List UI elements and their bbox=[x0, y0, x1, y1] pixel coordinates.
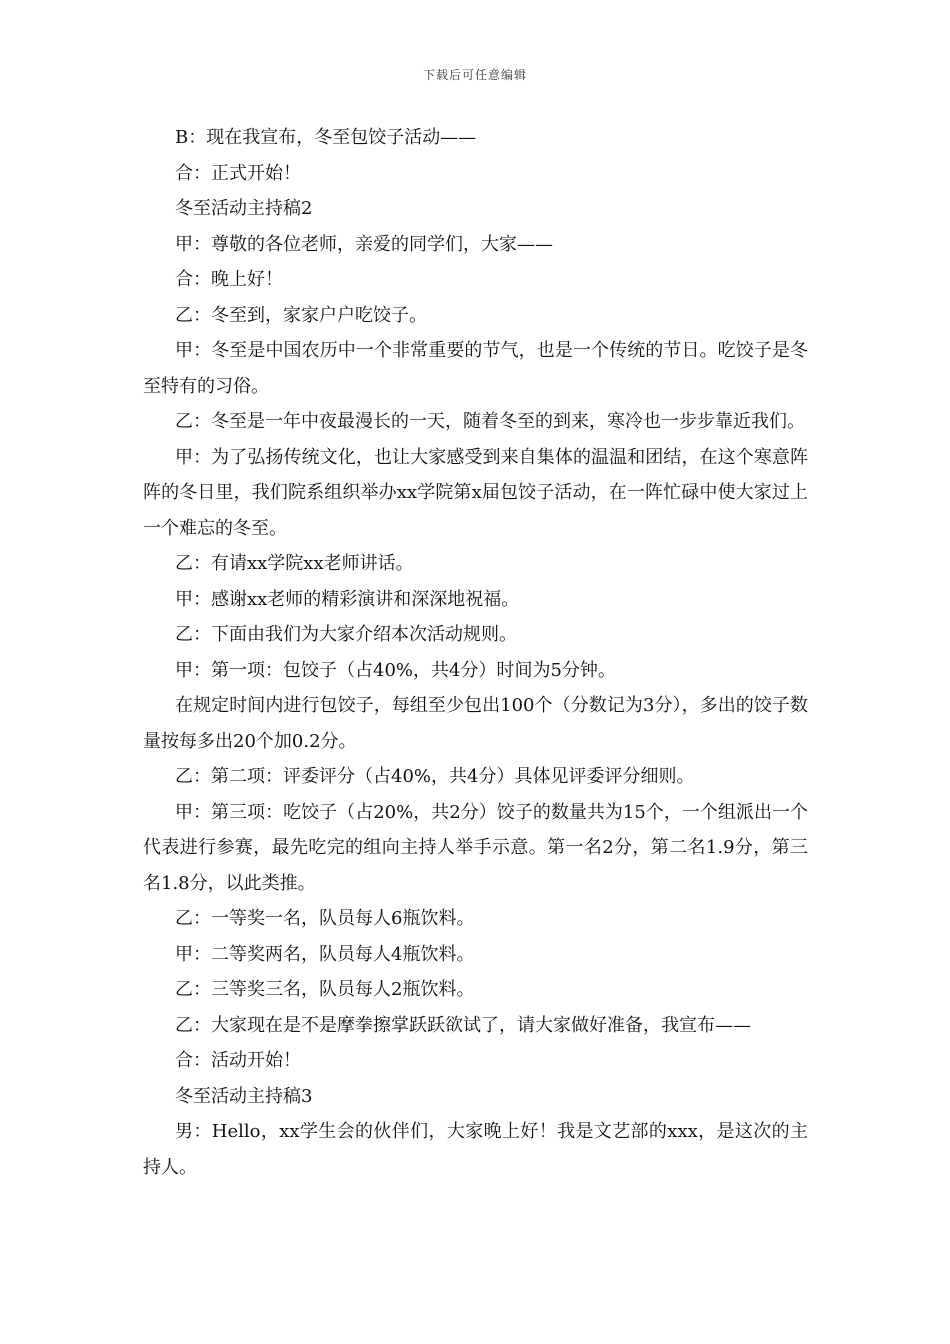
paragraph: 乙：冬至是一年中夜最漫长的一天，随着冬至的到来，寒冷也一步步靠近我们。 bbox=[175, 411, 805, 432]
paragraph: 乙：一等奖一名，队员每人6瓶饮料。 bbox=[175, 908, 475, 929]
section-title: 冬至活动主持稿3 bbox=[175, 1085, 313, 1107]
paragraph: 乙：大家现在是不是摩拳擦掌跃跃欲试了，请大家做好准备，我宣布—— bbox=[175, 1014, 751, 1036]
paragraph: 合：晚上好！ bbox=[175, 269, 283, 290]
paragraph: 甲：为了弘扬传统文化，也让大家感受到来自集体的温温和团结，在这个寒意阵阵的冬日里，我们院系组织举办xx学院第x届包饺子活动，在一阵忙碌中使大家过上一个难忘的冬至。 bbox=[143, 446, 808, 539]
paragraph: 甲：感谢xx老师的精彩演讲和深深地祝福。 bbox=[175, 588, 520, 610]
paragraph: 甲：第三项：吃饺子（占20%，共2分）饺子的数量共为15个，一个组派出一个代表进行参赛，最先吃完的组向主持人举手示意。第一名2分，第二名1.9分，第三名1.8分，以此类推。 bbox=[143, 801, 808, 894]
document-body bbox=[143, 120, 808, 1185]
paragraph: 甲：尊敬的各位老师，亲爱的同学们，大家—— bbox=[175, 233, 553, 255]
paragraph: 乙：下面由我们为大家介绍本次活动规则。 bbox=[175, 624, 517, 645]
paragraph: 乙：第二项：评委评分（占40%，共4分）具体见评委评分细则。 bbox=[175, 766, 695, 787]
paragraph: 乙：三等奖三名，队员每人2瓶饮料。 bbox=[175, 979, 475, 1000]
paragraph: 合：正式开始！ bbox=[175, 162, 301, 184]
paragraph: 甲：第一项：包饺子（占40%，共4分）时间为5分钟。 bbox=[175, 659, 616, 681]
section-title: 冬至活动主持稿2 bbox=[175, 198, 313, 219]
paragraph: 男：Hello，xx学生会的伙伴们，大家晚上好！我是文艺部的xxx，是这次的主持人。 bbox=[143, 1121, 808, 1178]
paragraph: 甲：冬至是中国农历中一个非常重要的节气，也是一个传统的节日。吃饺子是冬至特有的习俗。 bbox=[143, 340, 808, 397]
paragraph: 乙：有请xx学院xx老师讲话。 bbox=[175, 553, 414, 574]
paragraph: B：现在我宣布，冬至包饺子活动—— bbox=[175, 127, 477, 148]
paragraph: 合：活动开始！ bbox=[175, 1050, 301, 1071]
paragraph: 在规定时间内进行包饺子，每组至少包出100个（分数记为3分），多出的饺子数量按每多出20个加0.2分。 bbox=[143, 695, 808, 752]
paragraph: 甲：二等奖两名，队员每人4瓶饮料。 bbox=[175, 943, 475, 965]
page-header-note: 下载后可任意编辑 bbox=[422, 68, 527, 82]
paragraph: 乙：冬至到，家家户户吃饺子。 bbox=[175, 304, 427, 326]
